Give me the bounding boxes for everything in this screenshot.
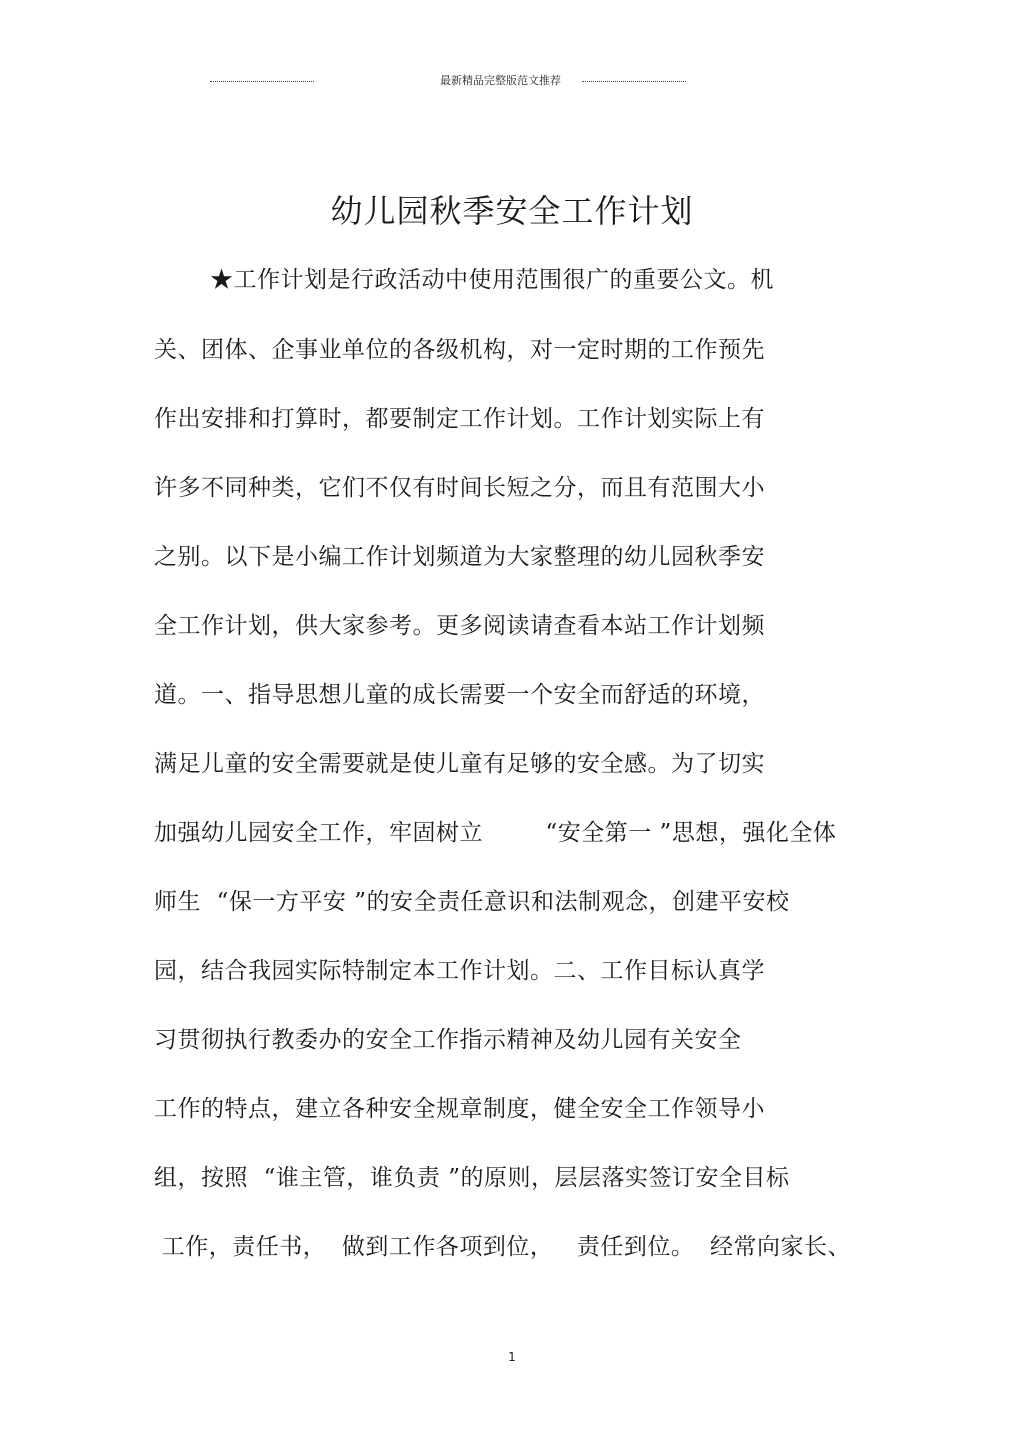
body-line-7: 道。一、指导思想儿童的成长需要一个安全而舒适的环境，: [154, 682, 765, 708]
body-line-10: 师生 “保一方平安 ”的安全责任意识和法制观念，创建平安校: [154, 889, 790, 915]
body-line-13: 工作的特点，建立各种安全规章制度，健全安全工作领导小: [154, 1096, 765, 1122]
document-title: 幼儿园秋季安全工作计划: [330, 192, 694, 230]
body-line-14: 组，按照 “谁主管，谁负责 ”的原则，层层落实签订安全目标: [154, 1165, 790, 1191]
body-line-5: 之别。以下是小编工作计划频道为大家整理的幼儿园秋季安: [154, 544, 765, 570]
body-line-1: ★工作计划是行政活动中使用范围很广的重要公文。机: [210, 267, 774, 293]
body-line-4: 许多不同种类，它们不仅有时间长短之分，而且有范围大小: [154, 475, 765, 501]
body-line-8: 满足儿童的安全需要就是使儿童有足够的安全感。为了切实: [154, 751, 765, 777]
body-line-9: 加强幼儿园安全工作，牢固树立 “安全第一 ”思想，强化全体: [154, 820, 837, 846]
body-line-6: 全工作计划，供大家参考。更多阅读请查看本站工作计划频: [154, 613, 765, 639]
body-line-12: 习贯彻执行教委办的安全工作指示精神及幼儿园有关安全: [154, 1027, 742, 1053]
header-text: 最新精品完整版范文推荐: [440, 74, 561, 87]
body-line-2: 关、团体、企事业单位的各级机构，对一定时期的工作预先: [154, 337, 765, 363]
body-line-3: 作出安排和打算时，都要制定工作计划。工作计划实际上有: [154, 406, 765, 432]
page-header: [0, 72, 1024, 92]
header-dotted-rule-left: [210, 81, 314, 82]
page-number: 1: [508, 1350, 516, 1364]
body-line-15: 工作，责任书， 做到工作各项到位， 责任到位。 经常向家长、: [154, 1234, 851, 1260]
body-line-11: 园，结合我园实际特制定本工作计划。二、工作目标认真学: [154, 958, 765, 984]
header-dotted-rule-right: [582, 81, 686, 82]
